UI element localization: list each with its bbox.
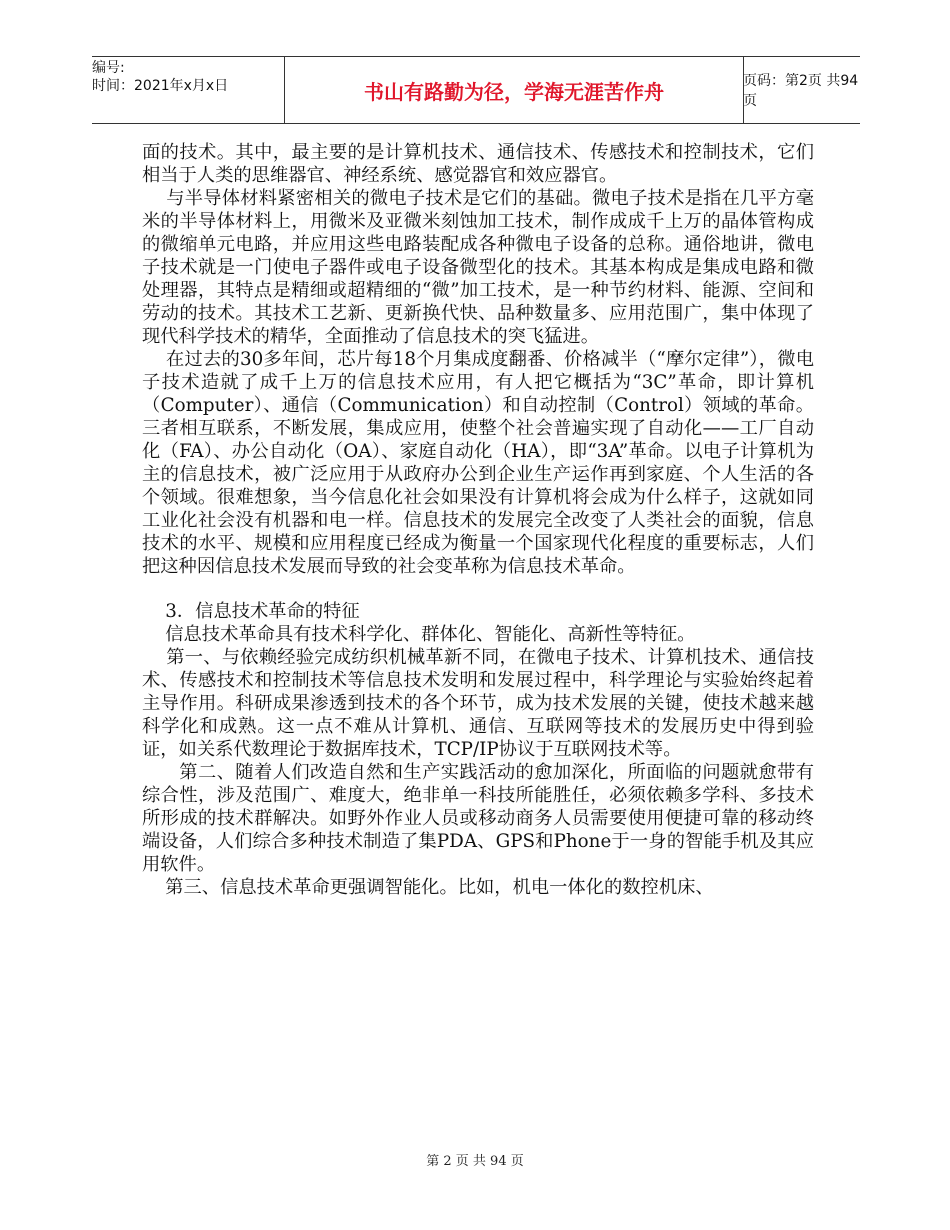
header-meta [92, 57, 284, 125]
paragraph: 与半导体材料紧密相关的微电子技术是它们的基础。微电子技术是指在几平方毫米的半导体材料上，用微米及亚微米刻蚀加工技术，制作成成千上万的晶体管构成的微缩单元电路，并应用这些电路装配成各种微电子设备的总称。通俗地讲，微电子技术就是一门使电子器件或电子设备微型化的技术。其基本构成是集成电路和微处理器，其特点是精细或超精细的“微”加工技术，是一种节约材料、能源、空间和劳动的技术。其技术工艺新、更新换代快、品种数量多、应用范围广，集中体现了现代科学技术的精华，全面推动了信息技术的突飞猛进。 [142, 188, 814, 347]
document-number-label: 编号: [92, 60, 125, 76]
page-header [92, 56, 860, 124]
paragraph: 信息技术革命具有技术科学化、群体化、智能化、高新性等特征。 [142, 624, 696, 645]
document-body [142, 141, 814, 899]
header-motto: 书山有路勤为径，学海无涯苦作舟 [284, 57, 744, 123]
paragraph: 面的技术。其中，最主要的是计算机技术、通信技术、传感技术和控制技术，它们相当于人类的思维器官、神经系统、感觉器官和效应器官。 [142, 142, 814, 186]
document-date: 时间：2021年x月x日 [92, 78, 229, 94]
section-title: 3．信息技术革命的特征 [142, 601, 360, 622]
paragraph: 第二、随着人们改造自然和生产实践活动的愈加深化，所面临的问题就愈带有综合性，涉及范围广、难度大，绝非单一科技所能胜任，必须依赖多学科、多技术所形成的技术群解决。如野外作业人员或移动商务人员需要使用便捷可靠的移动终端设备，人们综合多种技术制造了集PDA、GPS和Phone于一身的智能手机及其应用软件。 [142, 762, 814, 875]
paragraph-gap [142, 578, 814, 600]
header-page-info: 页码：第2页 共94页 [743, 73, 859, 109]
paragraph: 在过去的30多年间，芯片每18个月集成度翻番、价格减半（“摩尔定律”），微电子技术造就了成千上万的信息技术应用，有人把它概括为“3C”革命，即计算机（Computer）、通信（Communication）和自动控制（Control）领域的革命。三者相互联系，不断发展，集成应用，使整个社会普遍实现了自动化——工厂自动化（FA）、办公自动化（OA）、家庭自动化（HA），即“3A”革命。以电子计算机为主的信息技术，被广泛应用于从政府办公到企业生产运作再到家庭、个人生活的各个领域。很难想象，当今信息化社会如果没有计算机将会成为什么样子，这就如同工业化社会没有机器和电一样。信息技术的发展完全改变了人类社会的面貌，信息技术的水平、规模和应用程度已经成为衡量一个国家现代化程度的重要标志，人们把这种因信息技术发展而导致的社会变革称为信息技术革命。 [142, 349, 814, 577]
paragraph: 第一、与依赖经验完成纺织机械革新不同，在微电子技术、计算机技术、通信技术、传感技术和控制技术等信息技术发明和发展过程中，科学理论与实验始终起着主导作用。科研成果渗透到技术的各个环节，成为技术发展的关键，使技术越来越科学化和成熟。这一点不难从计算机、通信、互联网等技术的发展历史中得到验证，如关系代数理论于数据库技术，TCP/IP协议于互联网技术等。 [142, 647, 814, 760]
paragraph: 第三、信息技术革命更强调智能化。比如，机电一体化的数控机床、 [142, 877, 714, 898]
page-footer: 第 2 页 共 94 页 [426, 1154, 524, 1169]
